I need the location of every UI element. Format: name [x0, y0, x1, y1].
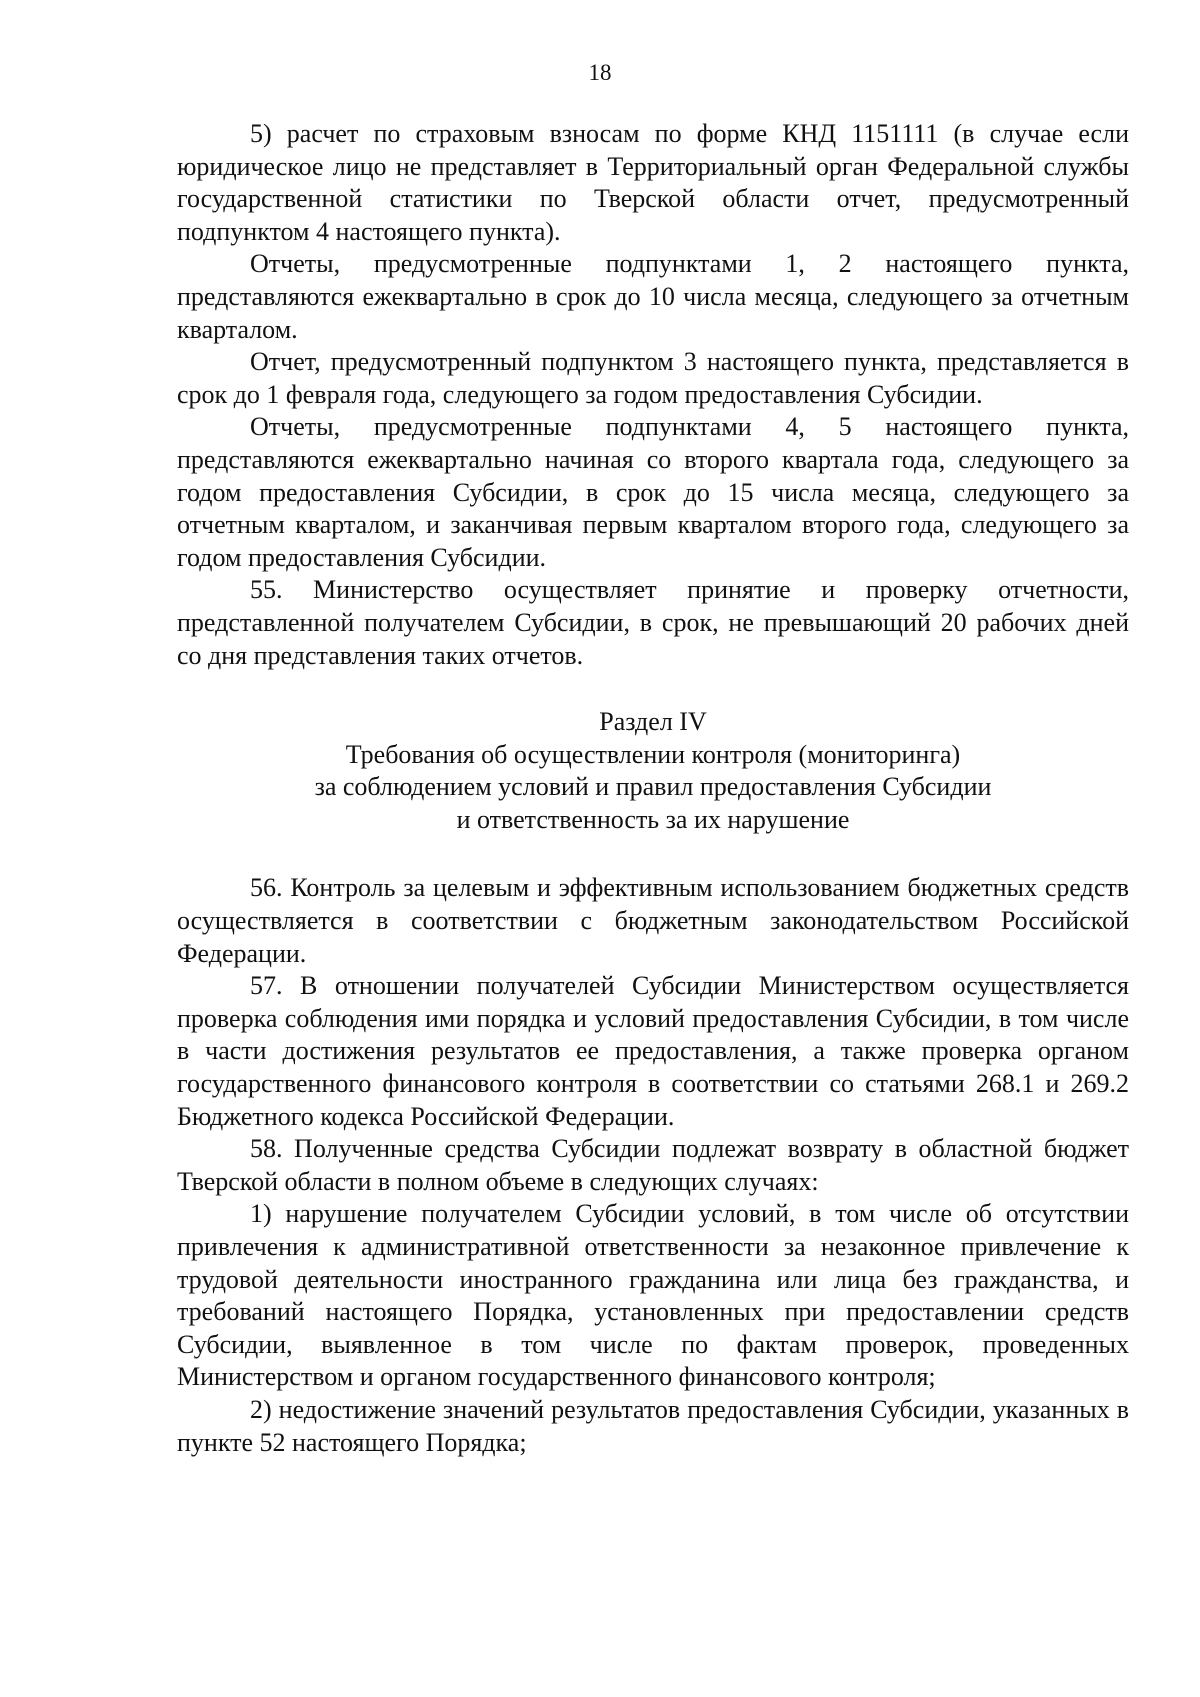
document-body: [177, 118, 1129, 1459]
section-title-line: за соблюдением условий и правил предоставления Субсидии: [314, 772, 992, 802]
section-heading: [177, 706, 1129, 836]
paragraph-58: 58. Полученные средства Субсидии подлежат возврату в областной бюджет Тверской области в полном объеме в следующих случаях:: [177, 1134, 1129, 1196]
paragraph-56: 56. Контроль за целевым и эффективным использованием бюджетных средств осуществляется в соответствии с бюджетным законодательством Российской Федерации.: [177, 873, 1129, 968]
paragraph-report-3-deadline: Отчет, предусмотренный подпунктом 3 настоящего пункта, представляется в срок до 1 февраля года, следующего за годом предоставления Субсидии.: [177, 347, 1129, 409]
section-title-line: Требования об осуществлении контроля (мониторинга): [345, 739, 961, 769]
paragraph-58-item-2: 2) недостижение значений результатов предоставления Субсидии, указанных в пункте 52 настоящего Порядка;: [177, 1394, 1129, 1457]
page-number: 18: [588, 60, 612, 85]
paragraph-report-5: 5) расчет по страховым взносам по форме КНД 1151111 (в случае если юридическое лицо не представляет в Территориальный орган Федеральной службы государственной статистики по Тверской области отчет, предусмотренный подпунктом 4 настоящего пункта).: [177, 119, 1129, 246]
paragraph-reports-4-5-deadline: Отчеты, предусмотренные подпунктами 4, 5 настоящего пункта, представляются ежеквартально начиная со второго квартала года, следующего за годом предоставления Субсидии, в срок до 15 числа месяца, следующего за отчетным кварталом, и заканчивая первым кварталом второго года, следующего за годом предоставления Субсидии.: [177, 412, 1129, 572]
paragraph-57: 57. В отношении получателей Субсидии Министерством осуществляется проверка соблюдения ими порядка и условий предоставления Субсидии, в том числе в части достижения результатов ее предоставления, а также проверка органом государственного финансового контроля в соответствии со статьями 268.1 и 269.2 Бюджетного кодекса Российской Федерации.: [177, 971, 1129, 1131]
section-title-line: и ответственность за их нарушение: [456, 804, 850, 834]
paragraph-reports-1-2-deadline: Отчеты, предусмотренные подпунктами 1, 2 настоящего пункта, представляются ежеквартально в срок до 10 числа месяца, следующего за отчетным кварталом.: [177, 249, 1129, 344]
paragraph-58-item-1: 1) нарушение получателем Субсидии условий, в том числе об отсутствии привлечения к административной ответственности за незаконное привлечение к трудовой деятельности иностранного гражданина или лица без гражданства, и требований настоящего Порядка, установленных при предоставлении средств Субсидии, выявленное в том числе по фактам проверок, проведенных Министерством и органом государственного финансового контроля;: [177, 1199, 1129, 1392]
paragraph-55: 55. Министерство осуществляет принятие и проверку отчетности, представленной получателем Субсидии, в срок, не превышающий 20 рабочих дней со дня представления таких отчетов.: [177, 575, 1129, 670]
section-label: Раздел IV: [599, 707, 707, 737]
